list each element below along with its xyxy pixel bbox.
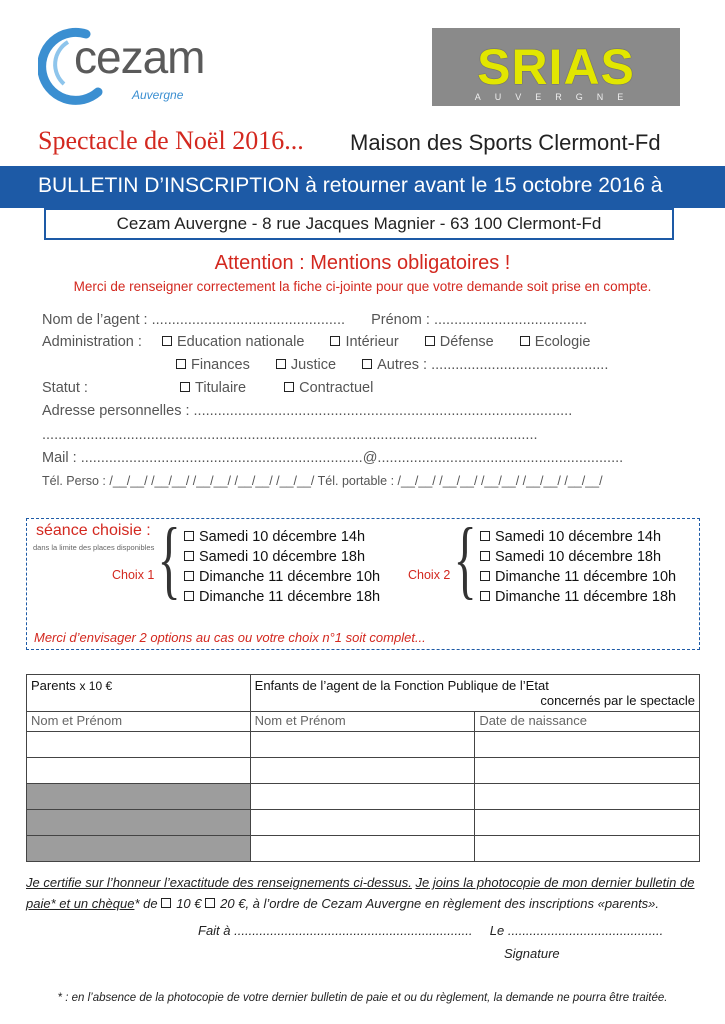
instruction-notice: Merci de renseigner correctement la fiche ci-jointe pour que votre demande soit prise en compte.: [73, 279, 652, 294]
attention-heading: Attention : Mentions obligatoires !: [214, 252, 511, 274]
choix1-brace: {: [157, 511, 181, 608]
tel-perso-field[interactable]: Tél. Perso : /__/__/ /__/__/ /__/__/ /__/__/ /__/__/: [42, 474, 315, 488]
enfant-cell[interactable]: [250, 836, 475, 862]
choix1-options: [184, 527, 380, 607]
parent-cell[interactable]: [27, 732, 251, 758]
statut-row: [42, 380, 373, 396]
choix2-option[interactable]: Samedi 10 décembre 14h: [480, 527, 676, 547]
table-row: [27, 836, 700, 862]
checkbox-ecologie[interactable]: Ecologie: [520, 334, 591, 350]
footnote: * : en l’absence de la photocopie de votre dernier bulletin de paie et ou du règlement, la demande ne pourra être traitée.: [57, 992, 668, 1004]
tel-portable-field[interactable]: Tél. portable : /__/__/ /__/__/ /__/__/ /__/__/ /__/__/: [317, 474, 603, 488]
enfant-cell[interactable]: [250, 732, 475, 758]
table-row: [27, 732, 700, 758]
parent-cell[interactable]: [27, 758, 251, 784]
administration-row-2: [176, 357, 608, 373]
cezam-logo-text: cezam: [74, 31, 205, 83]
checkbox-education[interactable]: Education nationale: [162, 334, 304, 350]
checkbox-autres[interactable]: Autres :: [362, 357, 427, 373]
choix2-options: [480, 527, 676, 607]
statut-label: Statut :: [42, 380, 88, 396]
adresse-field-2[interactable]: ...........................................................................................................................: [42, 427, 538, 443]
enfants-header: Enfants de l’agent de la Fonction Publique de l’Etat concernés par le spectacle: [250, 675, 699, 712]
choix1-label: Choix 1: [112, 568, 155, 582]
fait-row: [198, 923, 663, 938]
parent-cell-disabled: [27, 810, 251, 836]
choix1-option[interactable]: Dimanche 11 décembre 18h: [184, 587, 380, 607]
agent-name-row: [42, 312, 587, 328]
parents-price: x 10 €: [79, 679, 113, 693]
checkbox-contractuel[interactable]: Contractuel: [284, 380, 373, 396]
agent-name-label: Nom de l’agent :: [42, 312, 148, 328]
enfant-cell[interactable]: [250, 758, 475, 784]
checkbox-icon: [480, 531, 490, 541]
cezam-logo-region: Auvergne: [132, 88, 184, 102]
col-nom-parent: Nom et Prénom: [27, 712, 251, 732]
checkbox-icon: [480, 551, 490, 561]
mail-field-right[interactable]: .............................................................: [377, 450, 624, 466]
fait-label: Fait à: [198, 923, 231, 938]
checkbox-icon: [176, 359, 186, 369]
table-subheader-row: [27, 712, 700, 732]
mail-label: Mail :: [42, 450, 77, 466]
participants-table: [26, 674, 700, 862]
certification-text: Je certifie sur l’honneur l’exactitude des renseignements ci-dessus. Je joins la photocopie de mon dernier bulletin de paie* et un chèque* de 10 € 20 €, à l’ordre de Cezam Auvergne en règlement des inscriptions «parents».: [26, 875, 695, 911]
checkbox-icon: [330, 336, 340, 346]
date-cell[interactable]: [475, 836, 700, 862]
srias-logo-text: SRIAS: [477, 39, 635, 95]
date-cell[interactable]: [475, 810, 700, 836]
choix1-option[interactable]: Samedi 10 décembre 14h: [184, 527, 380, 547]
checkbox-icon: [425, 336, 435, 346]
cezam-logo: [38, 22, 238, 112]
table-row: [27, 784, 700, 810]
event-title: Spectacle de Noël 2016...: [38, 126, 304, 155]
mail-row: [42, 450, 623, 466]
le-field[interactable]: ...........................................: [507, 923, 664, 938]
le-label: Le: [489, 923, 505, 938]
enfant-cell[interactable]: [250, 810, 475, 836]
adresse-label: Adresse personnelles :: [42, 403, 190, 419]
checkbox-icon: [180, 382, 190, 392]
checkbox-icon: [184, 551, 194, 561]
return-address: Cezam Auvergne - 8 rue Jacques Magnier - 63 100 Clermont-Fd: [44, 208, 674, 240]
checkbox-icon: [284, 382, 294, 392]
checkbox-icon: [184, 531, 194, 541]
phone-row: [42, 474, 603, 488]
registration-banner: BULLETIN D’INSCRIPTION à retourner avant le 15 octobre 2016 à: [0, 166, 725, 208]
event-venue: Maison des Sports Clermont-Fd: [350, 130, 661, 155]
checkbox-titulaire[interactable]: Titulaire: [180, 380, 246, 396]
checkbox-icon: [362, 359, 372, 369]
col-date-naissance: Date de naissance: [475, 712, 700, 732]
choix1-option[interactable]: Dimanche 11 décembre 10h: [184, 567, 380, 587]
checkbox-icon: [184, 571, 194, 581]
checkbox-justice[interactable]: Justice: [276, 357, 336, 373]
amount-10-option[interactable]: 10 €: [161, 896, 201, 911]
fait-field[interactable]: ..................................................................: [234, 923, 473, 938]
checkbox-icon: [480, 571, 490, 581]
checkbox-finances[interactable]: Finances: [176, 357, 250, 373]
firstname-field[interactable]: ......................................: [433, 312, 588, 328]
seance-title: séance choisie :: [36, 522, 151, 539]
checkbox-defense[interactable]: Défense: [425, 334, 494, 350]
date-cell[interactable]: [475, 784, 700, 810]
table-row: [27, 810, 700, 836]
checkbox-icon: [205, 898, 215, 908]
srias-logo-region: AUVERGNE: [474, 92, 638, 102]
signature-label: Signature: [504, 946, 560, 961]
adresse-row: [42, 403, 572, 419]
checkbox-icon: [520, 336, 530, 346]
at-sign: @: [362, 450, 378, 466]
choix2-label: Choix 2: [408, 568, 451, 582]
firstname-label: Prénom :: [371, 312, 430, 328]
seance-note: Merci d’envisager 2 options au cas ou votre choix n°1 soit complet...: [34, 630, 426, 645]
checkbox-icon: [276, 359, 286, 369]
table-header-row: [27, 675, 700, 712]
choix1-option[interactable]: Samedi 10 décembre 18h: [184, 547, 380, 567]
enfant-cell[interactable]: [250, 784, 475, 810]
col-nom-enfant: Nom et Prénom: [250, 712, 475, 732]
checkbox-icon: [162, 336, 172, 346]
adresse-field[interactable]: ..............................................................................................: [193, 403, 573, 419]
choix2-option[interactable]: Dimanche 11 décembre 10h: [480, 567, 676, 587]
table-row: [27, 758, 700, 784]
seance-subtitle: dans la limite des places disponibles: [33, 543, 155, 552]
autres-field[interactable]: ............................................: [431, 357, 609, 373]
administration-row: [42, 334, 590, 350]
parent-cell-disabled: [27, 784, 251, 810]
date-cell[interactable]: [475, 758, 700, 784]
agent-name-field[interactable]: ................................................: [151, 312, 345, 328]
parents-header: Parents x 10 €: [27, 675, 251, 712]
administration-label: Administration :: [42, 334, 142, 350]
choix2-brace: {: [453, 511, 477, 608]
srias-logo: [432, 28, 680, 106]
checkbox-icon: [480, 591, 490, 601]
choix2-option[interactable]: Dimanche 11 décembre 18h: [480, 587, 676, 607]
mail-field-left[interactable]: ......................................................................: [80, 450, 363, 466]
date-cell[interactable]: [475, 732, 700, 758]
checkbox-interieur[interactable]: Intérieur: [330, 334, 398, 350]
checkbox-icon: [161, 898, 171, 908]
amount-20-option[interactable]: 20 €: [205, 896, 245, 911]
parent-cell-disabled: [27, 836, 251, 862]
checkbox-icon: [184, 591, 194, 601]
choix2-option[interactable]: Samedi 10 décembre 18h: [480, 547, 676, 567]
